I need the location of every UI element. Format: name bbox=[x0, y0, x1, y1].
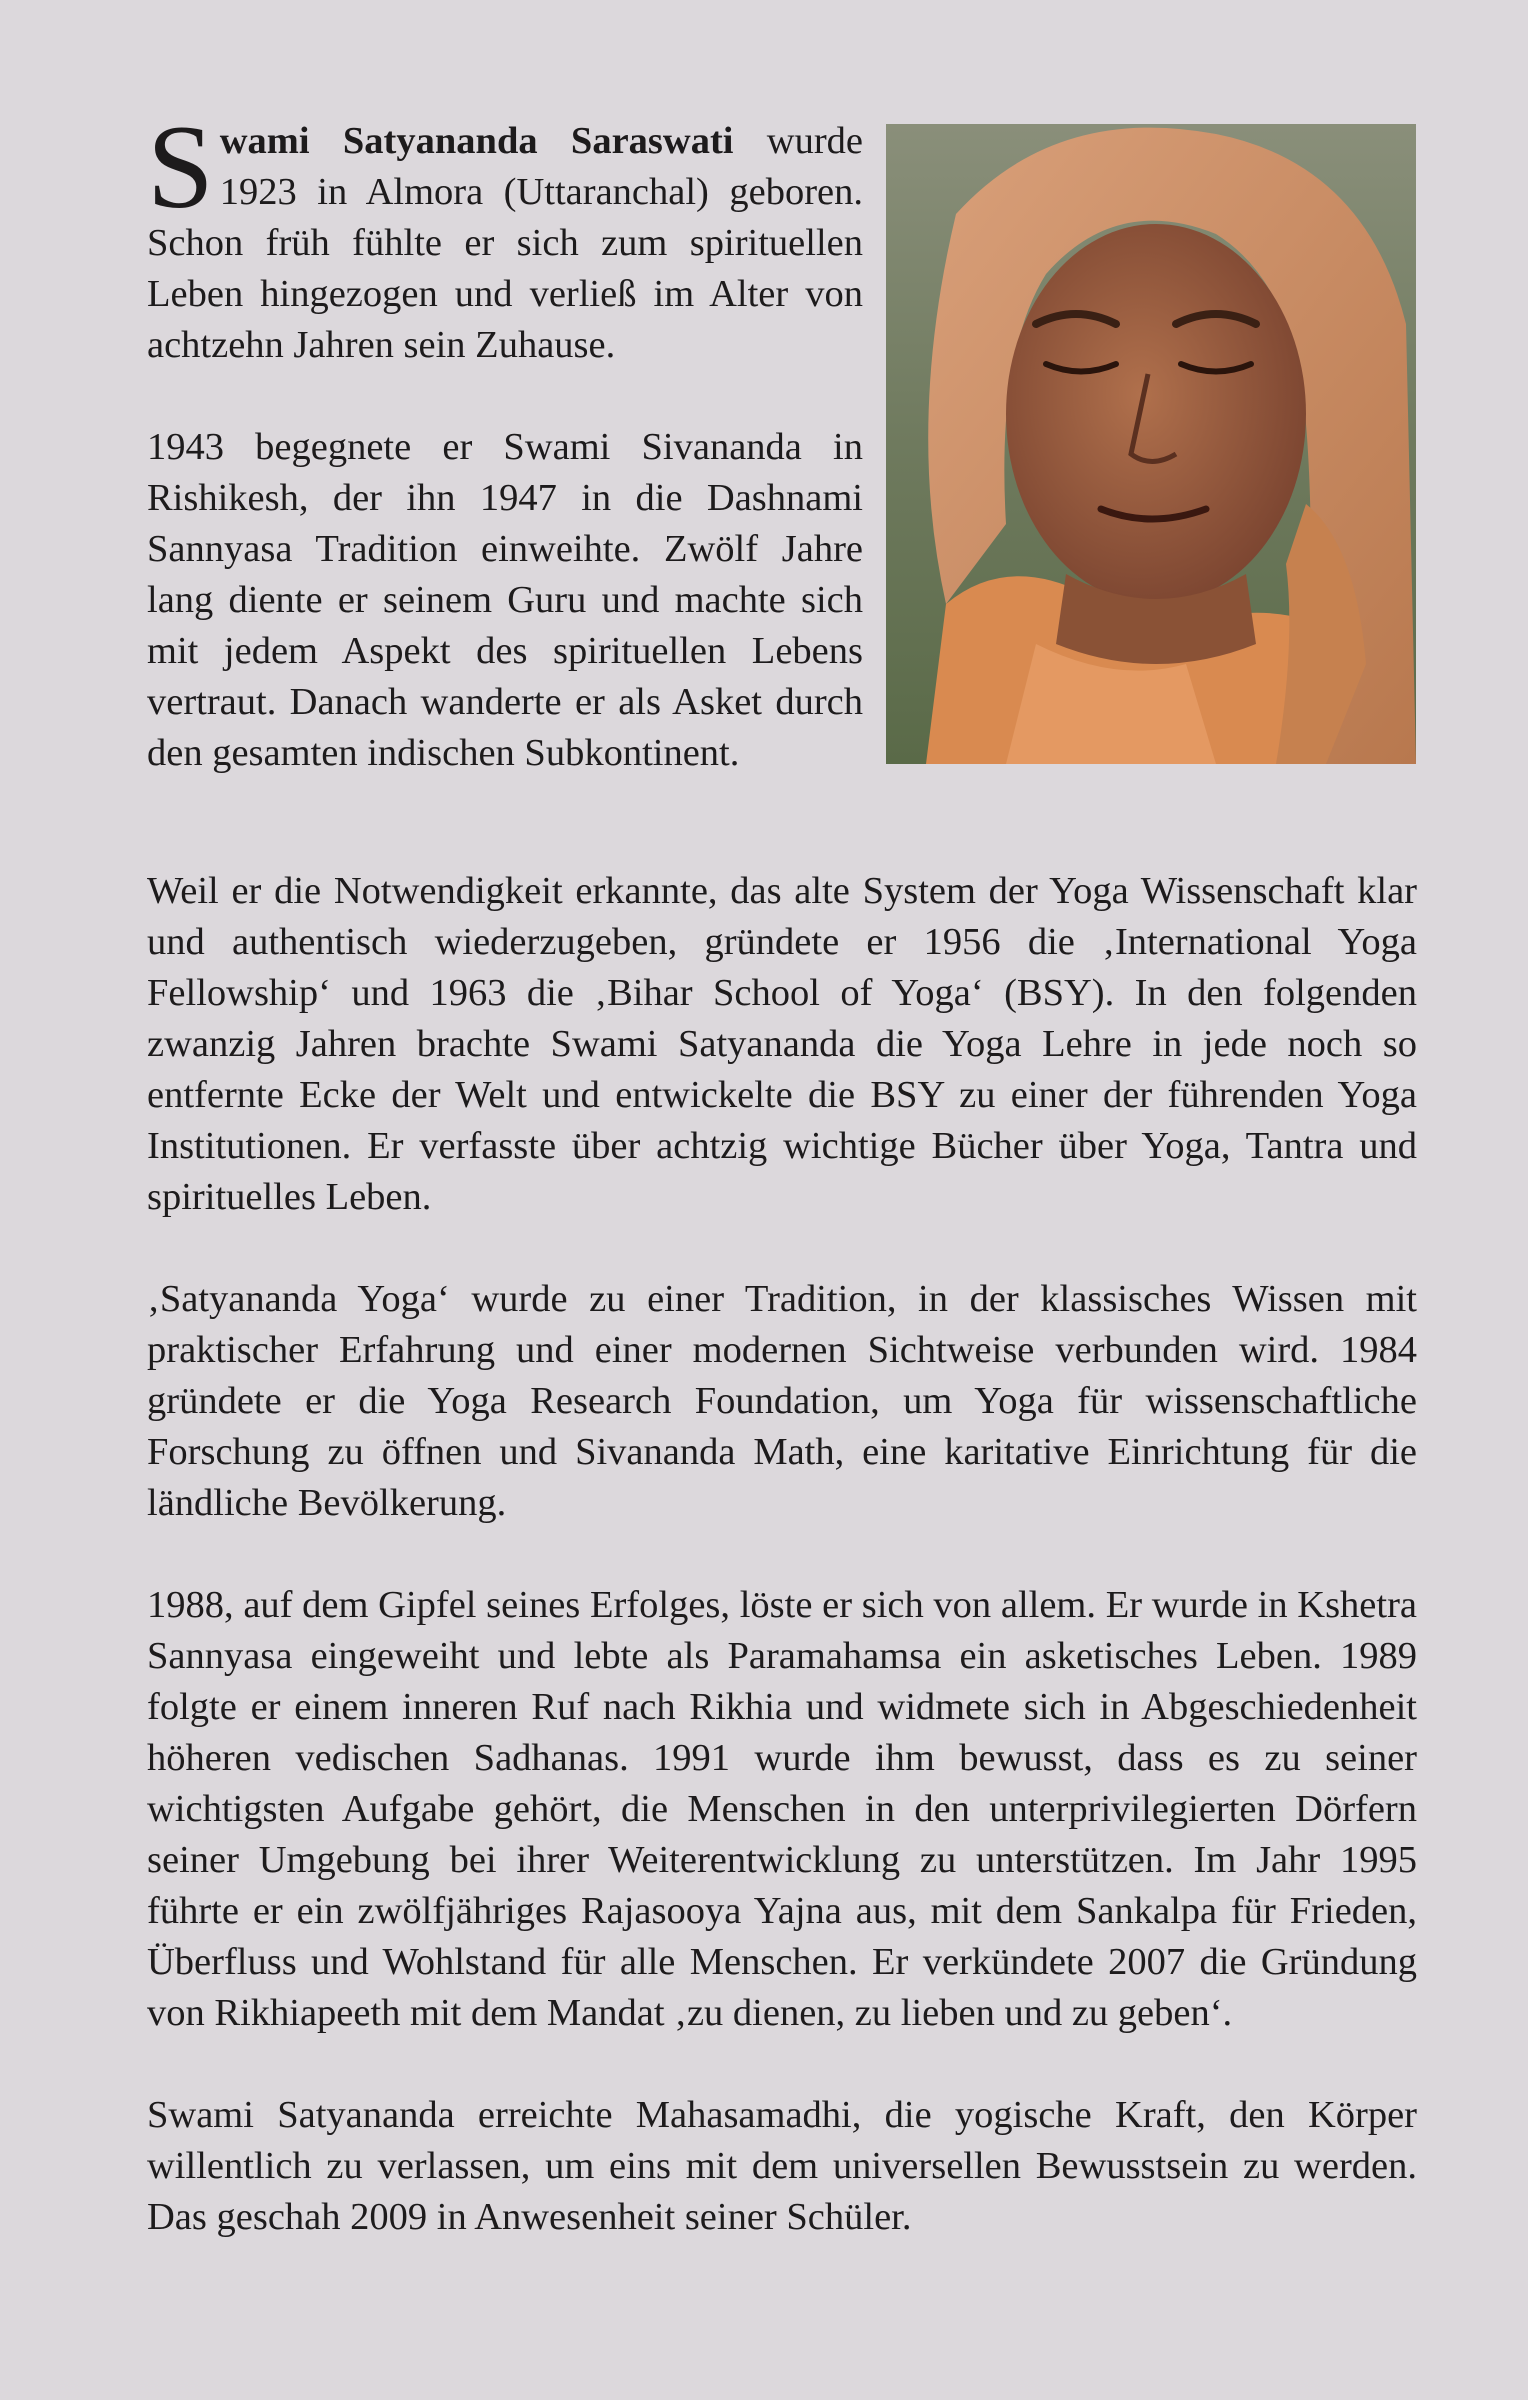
paragraph-foundation: Weil er die Notwendigkeit erkannte, das alte System der Yoga Wissenschaft klar und authentisch wiederzugeben, gründete er 1956 die ‚International Yoga Fellowship‘ und 1963 die ‚Bihar School of Yoga‘ (BSY). In den folgenden zwanzig Jahren brachte Swami Satyananda die Yoga Lehre in jede noch so entfernte Ecke der Welt und entwickelte die BSY zu einer der führenden Yoga Institutionen. Er verfasste über achtzig wichtige Bücher über Yoga, Tantra und spirituelles Leben. bbox=[147, 870, 1417, 1218]
intro-text-column bbox=[147, 100, 863, 830]
paragraph-renunciation: 1988, auf dem Gipfel seines Erfolges, löste er sich von allem. Er wurde in Kshetra Sannyasa eingeweiht und lebte als Paramahamsa ein asketisches Leben. 1989 folgte er einem inneren Ruf nach Rikhia und widmete sich in Abgeschiedenheit höheren vedischen Sadhanas. 1991 wurde ihm bewusst, dass es zu seiner wichtigsten Aufgabe gehört, die Menschen in den unterprivilegierten Dörfern seiner Umgebung bei ihrer Weiterentwicklung zu unterstützen. Im Jahr 1995 führte er ein zwölfjähriges Rajasooya Yajna aus, mit dem Sankalpa für Frieden, Überfluss und Wohlstand für alle Menschen. Er verkündete 2007 die Gründung von Rikhiapeeth mit dem Mandat ‚zu dienen, zu lieben und zu geben‘. bbox=[147, 1584, 1417, 2034]
author-name: wami Satyananda Saraswati bbox=[219, 120, 734, 162]
paragraph-birth-text: wurde 1923 in Almora (Uttaranchal) geboren. Schon früh fühlte er sich zum spirituellen Leben hingezogen und verließ im Alter von achtzehn Jahren sein Zuhause. bbox=[147, 120, 863, 366]
paragraph-mahasamadhi: Swami Satyananda erreichte Mahasamadhi, die yogische Kraft, den Körper willentlich zu verlassen, um eins mit dem universellen Bewusstsein zu werden. Das geschah 2009 in Anwesenheit seiner Schüler. bbox=[147, 2094, 1417, 2238]
portrait-photo bbox=[886, 124, 1416, 764]
portrait-illustration bbox=[886, 124, 1416, 764]
paragraph-tradition: ‚Satyananda Yoga‘ wurde zu einer Tradition, in der klassisches Wissen mit praktischer Erfahrung und einer modernen Sichtweise verbunden wird. 1984 gründete er die Yoga Research Foundation, um Yoga für wissenschaftliche Forschung zu öffnen und Sivananda Math, eine karitative Einrichtung für die ländliche Bevölkerung. bbox=[147, 1278, 1417, 1524]
drop-cap: S bbox=[147, 100, 214, 233]
main-text-column bbox=[147, 866, 1417, 2294]
paragraph-initiation: 1943 begegnete er Swami Sivananda in Rishikesh, der ihn 1947 in die Dashnami Sannyasa Tradition einweihte. Zwölf Jahre lang diente er seinem Guru und machte sich mit jedem Aspekt des spirituellen Lebens vertraut. Danach wanderte er als Asket durch den gesamten indischen Subkontinent. bbox=[147, 426, 863, 774]
paragraph-birth bbox=[147, 100, 863, 371]
